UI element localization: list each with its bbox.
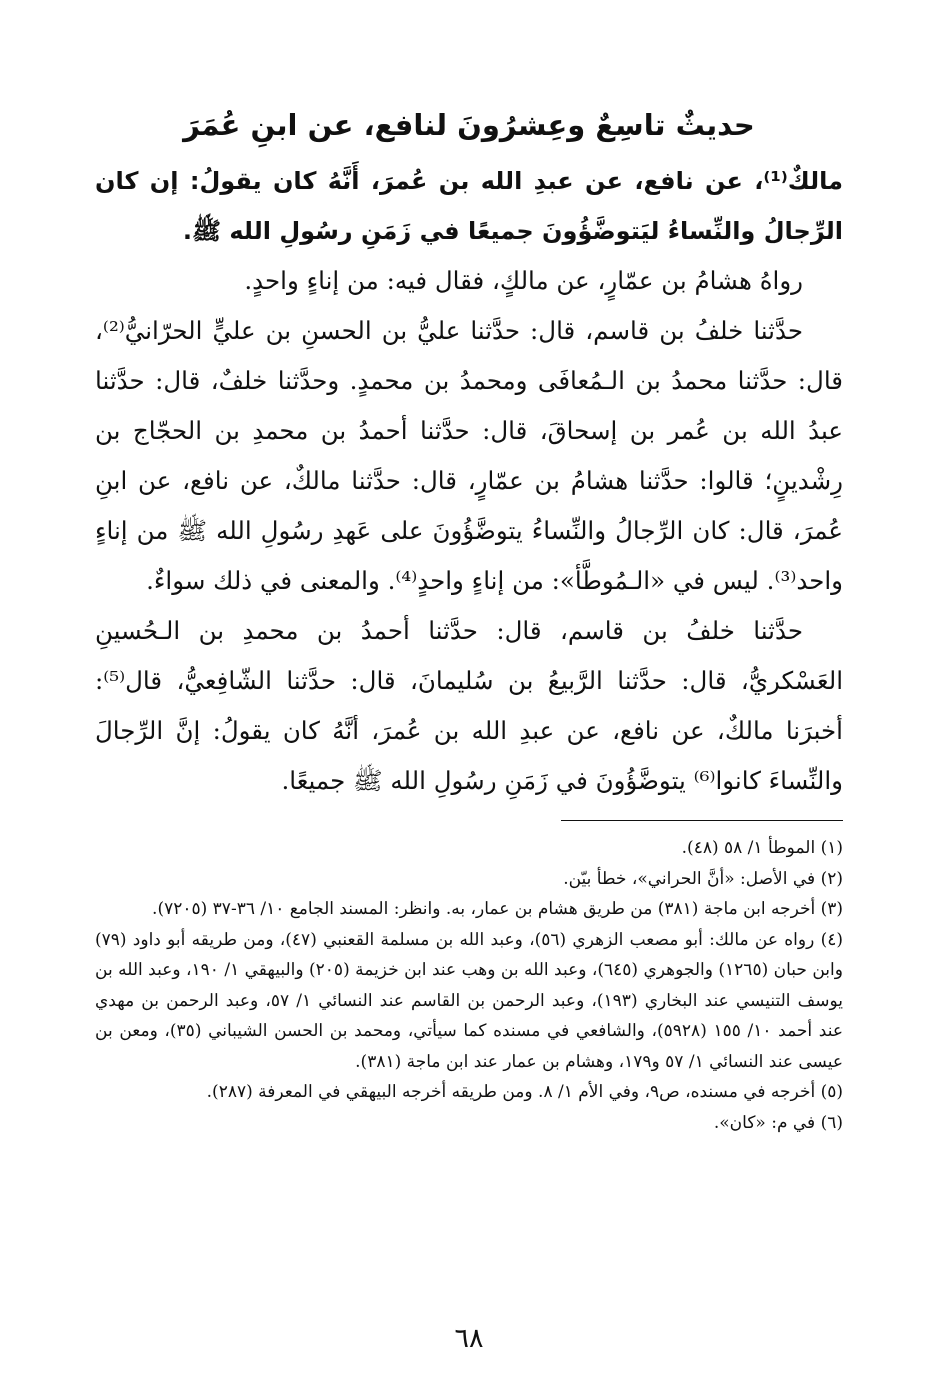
footnote-4: (٤) رواه عن مالك: أبو مصعب الزهري (٥٦)، وعبد الله بن مسلمة القعنبي (٤٧)، ومن طريقه أبو داود (٧٩) وابن حبان (١٢٦٥) والجوهري (٦٤٥)، وعبد الله بن وهب عند ابن خزيمة (٢٠٥) والبيهقي ١/ ١٩٠، وعبد الله بن يوسف التنيسي عند البخاري (١٩٣)، وعبد الرحمن بن القاسم عند النسائي ١/ ٥٧، وعبد الرحمن بن مهدي عند أحمد ١٠/ ١٥٥ (٥٩٢٨)، والشافعي في مسنده كما سيأتي، ومحمد بن الحسن الشيباني (٣٥)، ومعن بن عيسى عند النسائي ١/ ٥٧ و١٧٩، وهشام بن عمار عند ابن ماجة (٣٨١). xyxy=(95,929,843,1072)
footnote-divider xyxy=(561,820,843,821)
footnote-2: (٢) في الأصل: «أنَّ الحراني»، خطأ بيّن. xyxy=(563,868,843,889)
page-number: ٦٨ xyxy=(454,1323,484,1354)
commentary-paragraph-1: رواهُ هشامُ بن عمّارٍ، عن مالكٍ، فقال فيه: من إناءٍ واحدٍ. xyxy=(244,266,803,295)
footnote-5: (٥) أخرجه في مسنده، ص٩، وفي الأم ١/ ٨. ومن طريقه أخرجه البيهقي في المعرفة (٢٨٧). xyxy=(206,1082,843,1102)
hadith-title: حديثٌ تاسِعٌ وعِشرُونَ لنافع، عن ابنِ عُمَرَ xyxy=(183,108,755,142)
commentary-paragraph-3: حدَّثنا خلفُ بن قاسم، قال: حدَّثنا أحمدُ بن محمدِ بن الـحُسينِ العَسْكريُّ، قال: حدَّثنا الرَّبيعُ بن سُليمانَ، قال: حدَّثنا الشّافِعيُّ، قال⁽⁵⁾: أخبرَنا مالكٌ، عن نافع، عن عبدِ الله بن عُمرَ، أنَّهُ كان يقولُ: إنَّ الرِّجالَ والنِّساءَ كانوا⁽⁶⁾ يتوضَّؤُونَ في زَمَنِ رسُولِ الله ﷺ جميعًا. xyxy=(95,616,843,795)
page-body xyxy=(95,100,843,1138)
footnote-1: (١) الموطأ ١/ ٥٨ (٤٨). xyxy=(681,838,843,858)
footnote-6: (٦) في م: «كان». xyxy=(713,1112,843,1133)
commentary-paragraph-2: حدَّثنا خلفُ بن قاسم، قال: حدَّثنا عليُّ بن الحسنِ بن عليٍّ الحرّانيُّ⁽²⁾، قال: حدَّثنا محمدُ بن الـمُعافَى ومحمدُ بن محمدٍ. وحدَّثنا خلفٌ، قال: حدَّثنا عبدُ الله بن عُمر بن إسحاقَ، قال: حدَّثنا أحمدُ بن محمدِ بن الحجّاج بن رِشْدينٍ؛ قالوا: حدَّثنا هشامُ بن عمّارٍ، قال: حدَّثنا مالكٌ، عن نافع، عن ابنِ عُمرَ، قال: كان الرِّجالُ والنِّساءُ يتوضَّؤُونَ على عَهدِ رسُولِ الله ﷺ من إناءٍ واحد⁽³⁾. ليس في «الـمُوطَّأ»: من إناءٍ واحدٍ⁽⁴⁾. والمعنى في ذلك سواءٌ. xyxy=(95,316,843,595)
footnote-3: (٣) أخرجه ابن ماجة (٣٨١) من طريق هشام بن عمار، به. وانظر: المسند الجامع ١٠/ ٣٦-٣٧ (٧٢٠٥). xyxy=(152,899,843,919)
footnotes-section xyxy=(95,833,843,1138)
hadith-matn: مالكٌ⁽¹⁾، عن نافع، عن عبدِ الله بن عُمرَ، أَنَّهُ كان يقولُ: إن كان الرِّجالُ والنِّساءُ ليَتوضَّؤُونَ جميعًا في زَمَنِ رسُولِ الله ﷺ. xyxy=(95,167,843,245)
